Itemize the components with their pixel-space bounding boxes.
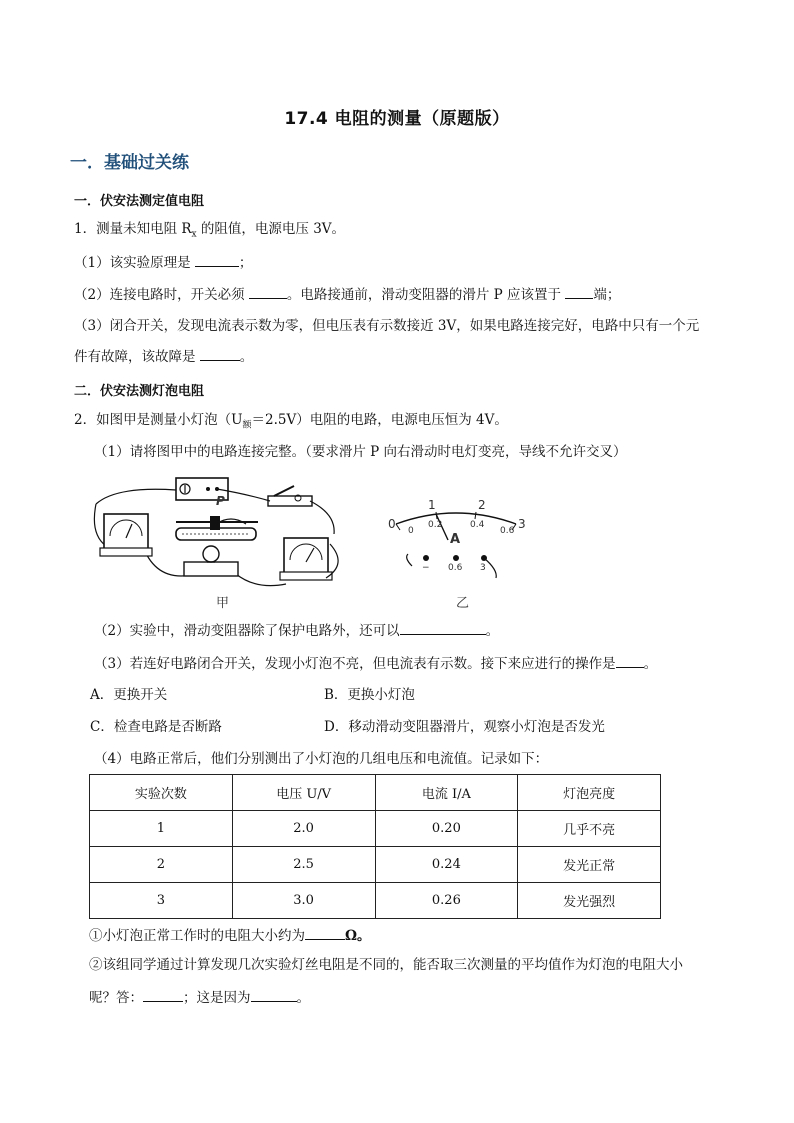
ammeter-letter: A [450,532,461,547]
table-cell: 几乎不亮 [518,811,661,847]
table-cell: 发光强烈 [518,883,661,919]
table-row [90,847,661,883]
option-b[interactable]: B．更换小灯泡 [324,687,415,703]
terminal-label: 3 [480,563,486,573]
answer-blank[interactable] [616,653,644,668]
answer-blank[interactable] [200,346,240,361]
q1-part3-line1: （3）闭合开关，发现电流表示数为零，但电压表有示数接近 3V，如果电路连接完好，电路中只有一个元 [74,318,700,334]
section-heading: 一．基础过关练 [70,153,189,173]
scale-label: 0.2 [428,520,443,530]
switch-base [268,496,312,506]
table-cell: 发光正常 [518,847,661,883]
scale-label: 3 [518,517,526,531]
q1-stem: 1．测量未知电阻 $R_x$ 的阻值，电源电压 3V。 [74,221,346,240]
scale-label: 0.6 [500,526,515,536]
q2-part1: （1）请将图甲中的电路连接完整。（要求滑片 P 向右滑动时电灯变亮，导线不允许交叉） [94,444,627,460]
q2-conclusion-2-line1: ②该组同学通过计算发现几次实验灯丝电阻是不同的，能否取三次测量的平均值作为灯泡的电阻大小 [89,957,683,973]
table-row [90,811,661,847]
circuit-diagram [86,474,546,614]
page-title: 17.4 电阻的测量（原题版） [284,109,510,129]
answer-blank[interactable] [195,252,239,267]
table-cell: 2 [90,847,233,883]
lamp-bulb-icon [203,546,219,562]
table-cell: 2.5 [232,847,375,883]
q2-conclusion-1: ①小灯泡正常工作时的电阻大小约为 Ω。 [89,925,371,946]
lamp-holder [184,562,238,576]
q1-part1: （1）该实验原理是 ； [74,252,252,273]
option-a[interactable]: A．更换开关 [90,687,168,703]
scale-label: 2 [478,498,486,512]
option-c[interactable]: C．检查电路是否断路 [90,719,222,735]
scale-label: 0 [388,517,396,531]
measurement-table [89,774,661,919]
answer-blank[interactable] [565,284,593,299]
table-header: 灯泡亮度 [518,775,661,811]
answer-blank[interactable] [305,925,345,940]
circuit-figure [86,474,546,618]
table-header: 电压 U/V [232,775,375,811]
table-header: 实验次数 [90,775,233,811]
table-cell: 0.24 [375,847,518,883]
subsection-heading-2: 二．伏安法测灯泡电阻 [74,384,205,399]
subsection-heading-1: 一．伏安法测定值电阻 [74,194,205,209]
ammeter-dial-arc [396,513,516,524]
rheostat-slider [210,516,220,530]
switch-lever [274,486,294,496]
figure-caption-jia: 甲 [216,596,230,611]
table-row [90,883,661,919]
q2-stem: 2．如图甲是测量小灯泡$(U_额=2.5V)$电阻的电路，电源电压恒为 4V。 [74,412,508,431]
answer-blank[interactable] [251,987,297,1002]
q1-part3-line2: 件有故障，该故障是 。 [74,346,253,367]
table-cell: 2.0 [232,811,375,847]
table-cell: 0.26 [375,883,518,919]
scale-label: 0.4 [470,520,485,530]
terminal-label: − [422,563,430,573]
terminal-label: 0.6 [448,563,463,573]
q2-part2: （2）实验中，滑动变阻器除了保护电路外，还可以 。 [94,620,499,641]
table-cell: 0.20 [375,811,518,847]
figure-caption-yi: 乙 [456,596,470,611]
q2-part4: （4）电路正常后，他们分别测出了小灯泡的几组电压和电流值。记录如下： [94,751,549,767]
table-cell: 1 [90,811,233,847]
answer-blank[interactable] [143,987,183,1002]
table-cell: 3 [90,883,233,919]
option-d[interactable]: D．移动滑动变阻器滑片，观察小灯泡是否发光 [324,719,605,735]
answer-blank[interactable] [249,284,287,299]
slider-label-p: P [216,494,225,508]
q2-part3: （3）若连好电路闭合开关，发现小灯泡不亮，但电流表有示数。接下来应进行的操作是 。 [94,653,657,674]
scale-label: 0 [408,526,414,536]
q1-part2: （2）连接电路时，开关必须 。电路接通前，滑动变阻器的滑片 P 应该置于 端； [74,284,620,305]
table-header-row [90,775,661,811]
answer-blank[interactable] [400,620,486,635]
scale-label: 1 [428,498,436,512]
table-header: 电流 I/A [375,775,518,811]
table-cell: 3.0 [232,883,375,919]
q2-conclusion-2-line2: 呢？答： ；这是因为 。 [89,987,310,1008]
